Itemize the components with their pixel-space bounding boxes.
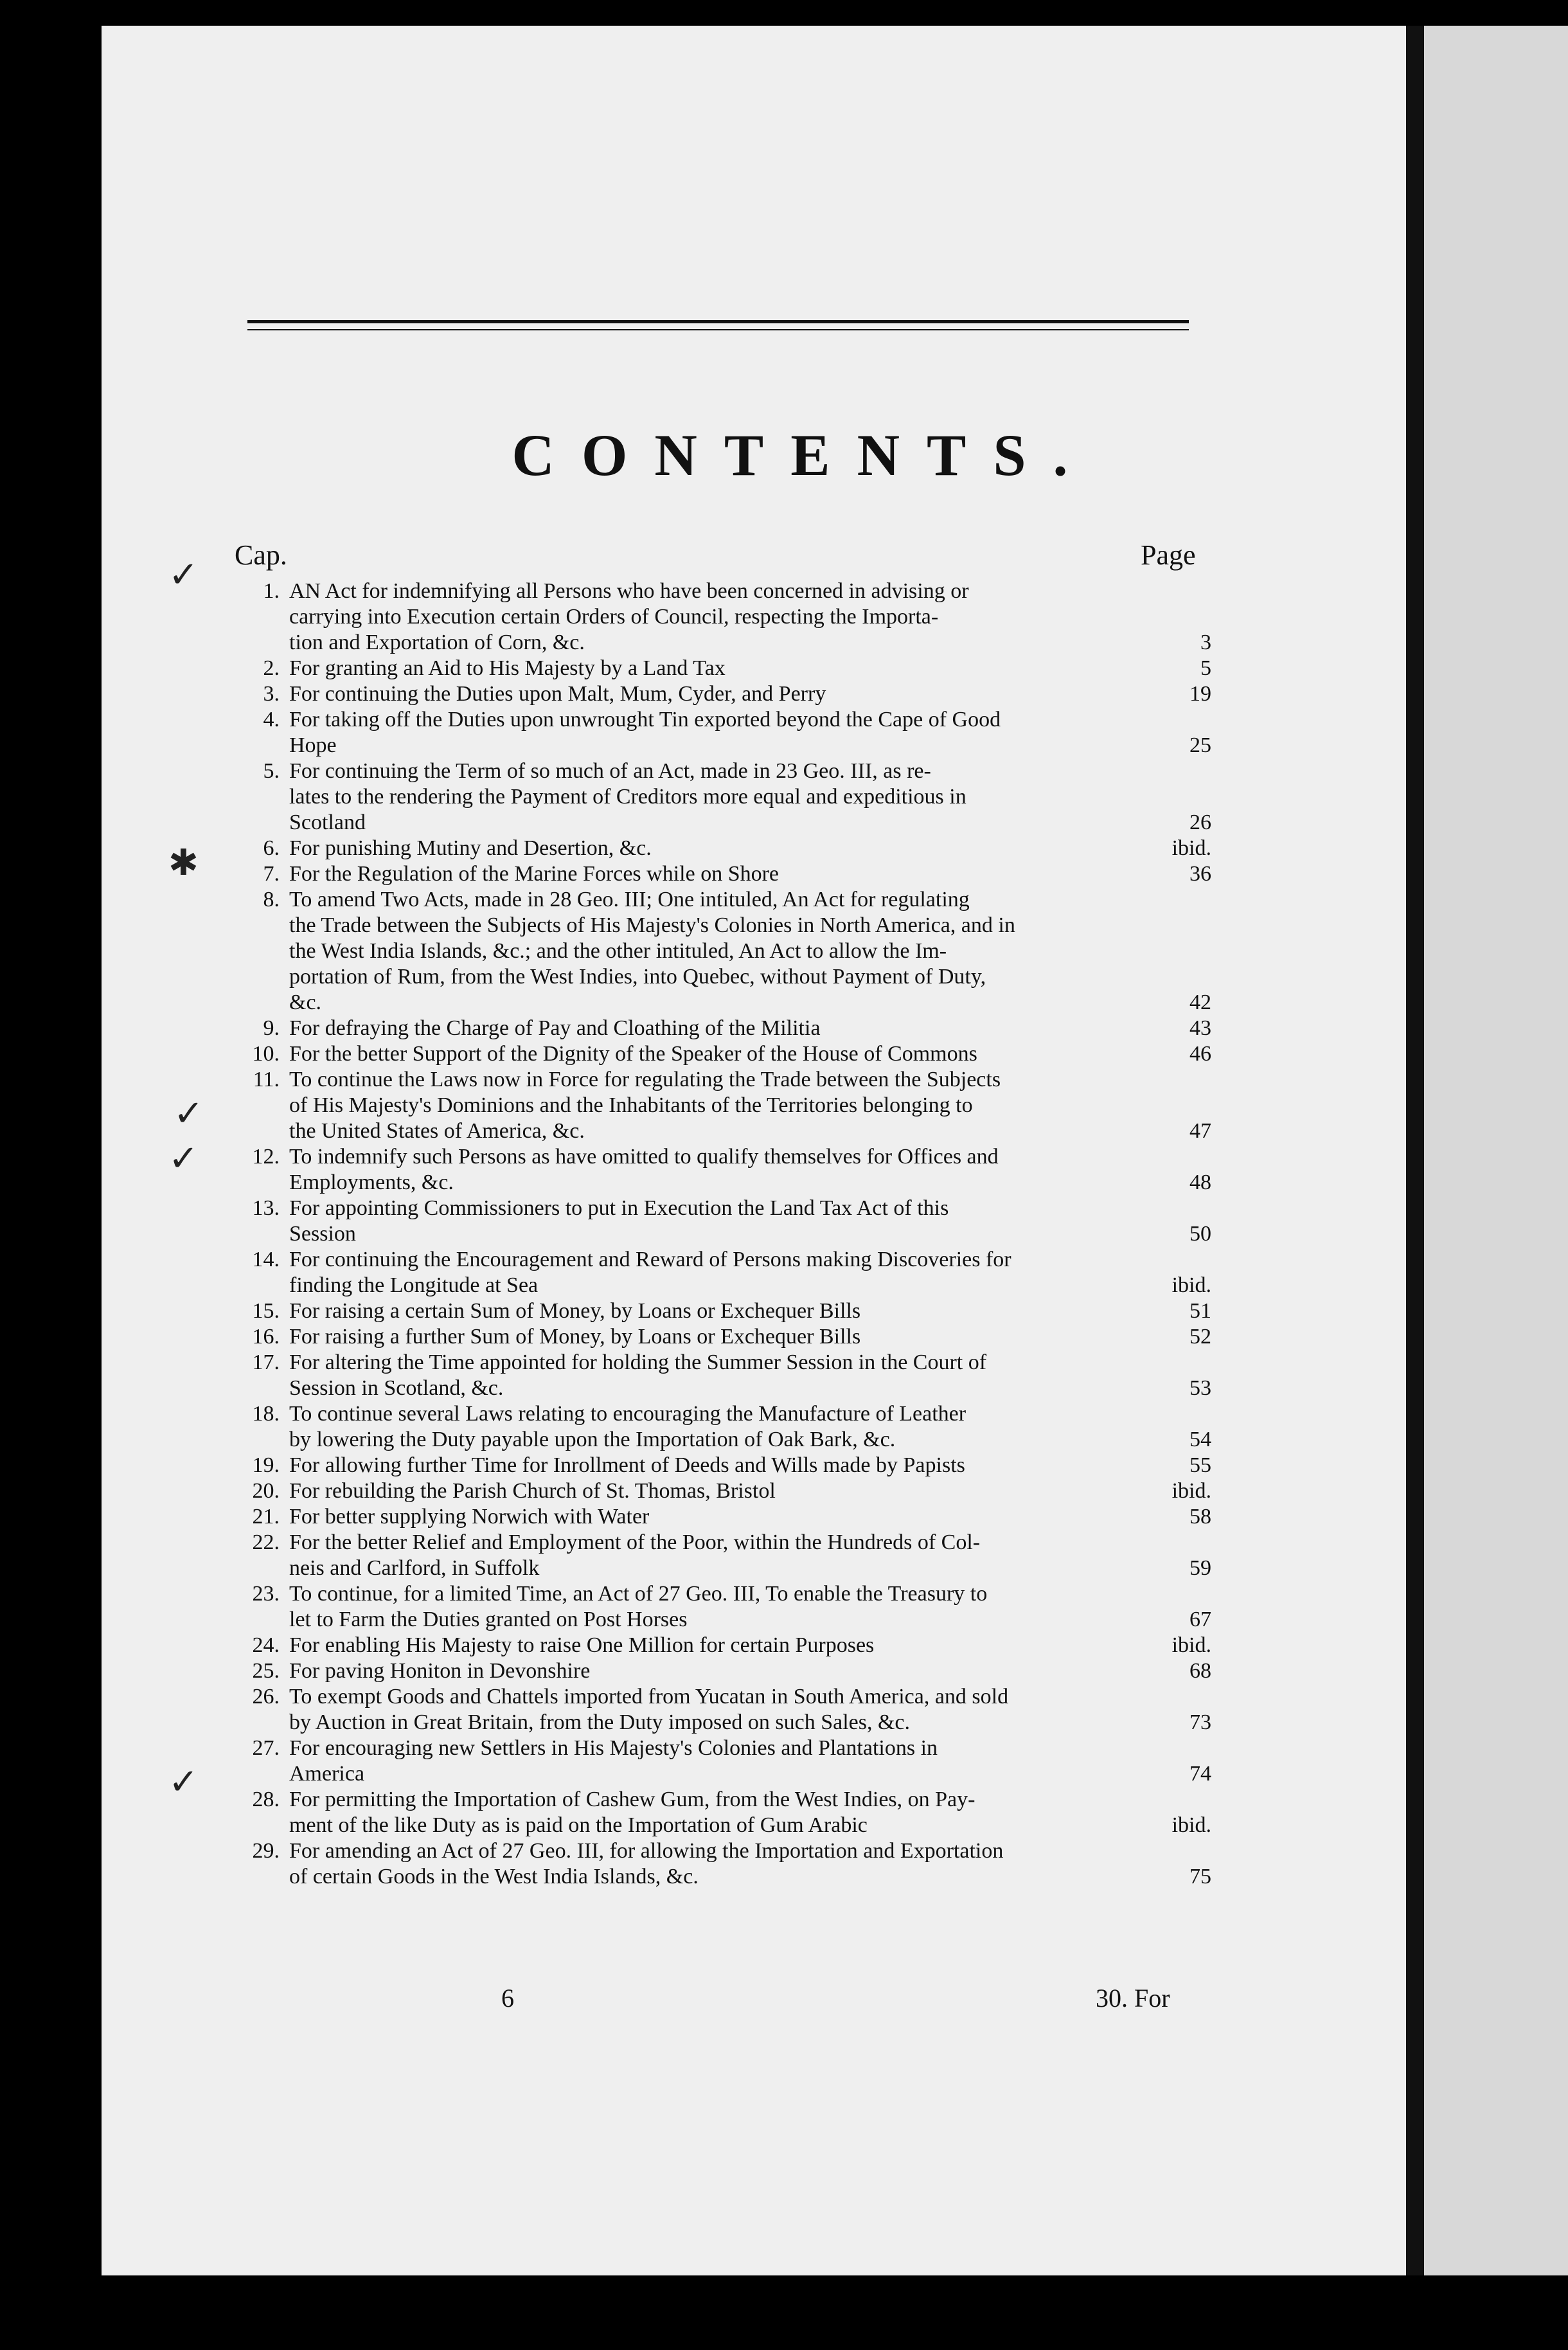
contents-entry-line [235, 1427, 1211, 1453]
page-reference: ibid. [1172, 1813, 1211, 1837]
entry-text: America [289, 1762, 365, 1786]
chapter-number: 22. [252, 1530, 280, 1554]
page-reference: 74 [1189, 1762, 1211, 1786]
chapter-number: 18. [252, 1402, 280, 1426]
entry-text: For raising a certain Sum of Money, by Loans or Exchequer Bills [289, 1299, 861, 1323]
entry-text: Session in Scotland, &c. [289, 1376, 504, 1400]
contents-entry-line [235, 707, 1198, 733]
check-mark-icon: ✓ [168, 555, 199, 595]
chapter-number: 6. [263, 836, 280, 860]
entry-text: For altering the Time appointed for holding the Summer Session in the Court of [289, 1350, 987, 1374]
page-reference: ibid. [1172, 1479, 1211, 1503]
page-gutter [1406, 26, 1424, 2275]
contents-entry-line [235, 1684, 1198, 1710]
chapter-number: 24. [252, 1633, 280, 1657]
entry-text: neis and Carlford, in Suffolk [289, 1556, 540, 1580]
star-mark-icon: ✱ [168, 843, 199, 883]
page-reference: 50 [1189, 1222, 1211, 1246]
entry-text: the United States of America, &c. [289, 1119, 585, 1143]
chapter-number: 8. [263, 888, 280, 911]
entry-text: the Trade between the Subjects of His Majesty's Colonies in North America, and in [289, 913, 1015, 937]
entry-text: of His Majesty's Dominions and the Inhabitants of the Territories belonging to [289, 1093, 973, 1117]
chapter-number: 2. [263, 656, 280, 680]
contents-entry-line [235, 1453, 1211, 1478]
entry-text: AN Act for indemnifying all Persons who have been concerned in advising or [289, 579, 969, 603]
entry-text: To continue, for a limited Time, an Act of 27 Geo. III, To enable the Treasury to [289, 1582, 988, 1606]
contents-entry-line [235, 1710, 1211, 1736]
contents-entry-line [235, 656, 1211, 681]
chapter-number: 26. [252, 1685, 280, 1709]
contents-entry-line [235, 1736, 1198, 1761]
entry-text: let to Farm the Duties granted on Post Horses [289, 1608, 688, 1631]
entry-text: Session [289, 1222, 356, 1246]
contents-entry-line [235, 1838, 1198, 1864]
contents-entry-line [235, 1350, 1198, 1376]
page-reference: 36 [1189, 862, 1211, 886]
chapter-number: 1. [263, 579, 280, 603]
contents-entry-line [235, 1376, 1211, 1401]
entry-text: For continuing the Encouragement and Reward of Persons making Discoveries for [289, 1248, 1011, 1271]
page-reference: 5 [1200, 656, 1211, 680]
page-reference: 59 [1189, 1556, 1211, 1580]
entry-text: For encouraging new Settlers in His Majesty's Colonies and Plantations in [289, 1736, 938, 1760]
check-mark-icon: ✓ [168, 1139, 199, 1179]
contents-entry-line [235, 1118, 1211, 1144]
contents-entry-line [235, 1864, 1211, 1890]
page-reference: 51 [1189, 1299, 1211, 1323]
contents-entry-line [235, 1170, 1211, 1196]
page-reference: ibid. [1172, 1273, 1211, 1297]
page-reference: 47 [1189, 1119, 1211, 1143]
page-reference: 48 [1189, 1171, 1211, 1194]
page-column-header: Page [1141, 539, 1196, 571]
contents-entry-line [235, 1813, 1211, 1838]
contents-entry-line [235, 1324, 1211, 1350]
contents-entry-line [235, 1401, 1198, 1427]
contents-entry-line [235, 938, 1198, 964]
entry-text: For punishing Mutiny and Desertion, &c. [289, 836, 652, 860]
contents-entry-line [235, 1633, 1211, 1658]
page-reference: 58 [1189, 1505, 1211, 1529]
contents-entry-line [235, 1144, 1198, 1170]
contents-entry-line [235, 1556, 1211, 1581]
entry-text: For appointing Commissioners to put in Execution the Land Tax Act of this [289, 1196, 949, 1220]
contents-entry-line [235, 1247, 1198, 1273]
page-reference: 52 [1189, 1325, 1211, 1349]
contents-entry-line [235, 990, 1211, 1016]
entry-text: For taking off the Duties upon unwrought Tin exported beyond the Cape of Good [289, 708, 1001, 731]
chapter-number: 5. [263, 759, 280, 783]
entry-text: For granting an Aid to His Majesty by a Land Tax [289, 656, 726, 680]
entry-text: by lowering the Duty payable upon the Importation of Oak Bark, &c. [289, 1428, 896, 1451]
entry-text: &c. [289, 991, 322, 1014]
page-reference: 26 [1189, 811, 1211, 834]
chapter-number: 9. [263, 1016, 280, 1040]
chapter-number: 17. [252, 1350, 280, 1374]
entry-text: finding the Longitude at Sea [289, 1273, 539, 1297]
entry-text: To continue the Laws now in Force for regulating the Trade between the Subjects [289, 1068, 1001, 1091]
chapter-number: 10. [252, 1042, 280, 1066]
contents-entry-line [235, 1658, 1211, 1684]
contents-entry-line [235, 1478, 1211, 1504]
page-reference: 55 [1189, 1453, 1211, 1477]
entry-text: carrying into Execution certain Orders of Council, respecting the Importa- [289, 605, 939, 629]
page-reference: 3 [1200, 631, 1211, 654]
catchword: 30. For [1096, 1984, 1170, 2013]
chapter-number: 4. [263, 708, 280, 731]
entry-text: To indemnify such Persons as have omitted to qualify themselves for Offices and [289, 1145, 999, 1169]
entry-text: of certain Goods in the West India Islands, &c. [289, 1865, 699, 1888]
entry-text: portation of Rum, from the West Indies, into Quebec, without Payment of Duty, [289, 965, 986, 989]
chapter-number: 27. [252, 1736, 280, 1760]
contents-entry-line [235, 1787, 1198, 1813]
chapter-number: 20. [252, 1479, 280, 1503]
contents-entry-line [235, 1530, 1198, 1556]
page-reference: ibid. [1172, 1633, 1211, 1657]
entry-text: For better supplying Norwich with Water [289, 1505, 650, 1529]
cap-column-header: Cap. [235, 539, 287, 571]
entry-text: For the better Support of the Dignity of the Speaker of the House of Commons [289, 1042, 977, 1066]
entry-text: by Auction in Great Britain, from the Duty imposed on such Sales, &c. [289, 1710, 911, 1734]
entry-text: lates to the rendering the Payment of Creditors more equal and expeditious in [289, 785, 967, 809]
contents-entry-line [235, 1016, 1211, 1041]
page-reference: 42 [1189, 991, 1211, 1014]
contents-entry-line [235, 579, 1198, 604]
chapter-number: 23. [252, 1582, 280, 1606]
chapter-number: 28. [252, 1788, 280, 1811]
contents-entry-line [235, 887, 1198, 913]
entry-text: For enabling His Majesty to raise One Million for certain Purposes [289, 1633, 875, 1657]
entry-text: ment of the like Duty as is paid on the Importation of Gum Arabic [289, 1813, 868, 1837]
chapter-number: 11. [253, 1068, 280, 1091]
contents-entry-line [235, 784, 1198, 810]
entry-text: Scotland [289, 811, 366, 834]
contents-entry-line [235, 1041, 1211, 1067]
contents-entry-line [235, 630, 1211, 656]
contents-entry-line [235, 681, 1211, 707]
contents-entry-line [235, 1196, 1198, 1221]
chapter-number: 7. [263, 862, 280, 886]
contents-entry-line [235, 964, 1198, 990]
contents-entry-line [235, 836, 1211, 861]
entry-text: For continuing the Term of so much of an Act, made in 23 Geo. III, as re- [289, 759, 931, 783]
entry-text: For paving Honiton in Devonshire [289, 1659, 591, 1683]
entry-text: For the better Relief and Employment of the Poor, within the Hundreds of Col- [289, 1530, 981, 1554]
double-rule-top [247, 320, 1189, 323]
entry-text: For defraying the Charge of Pay and Cloathing of the Militia [289, 1016, 821, 1040]
chapter-number: 19. [252, 1453, 280, 1477]
chapter-number: 25. [252, 1659, 280, 1683]
page-reference: 68 [1189, 1659, 1211, 1683]
entry-text: For raising a further Sum of Money, by Loans or Exchequer Bills [289, 1325, 861, 1349]
chapter-number: 29. [252, 1839, 280, 1863]
entry-text: To amend Two Acts, made in 28 Geo. III; One intituled, An Act for regulating [289, 888, 970, 911]
entry-text: For the Regulation of the Marine Forces while on Shore [289, 862, 780, 886]
facing-page-edge [1424, 26, 1568, 2275]
page-reference: 46 [1189, 1042, 1211, 1066]
contents-entry-line [235, 733, 1211, 758]
chapter-number: 13. [252, 1196, 280, 1220]
contents-entry-line [235, 1221, 1211, 1247]
contents-entry-line [235, 1504, 1211, 1530]
check-mark-icon: ✓ [174, 1094, 204, 1134]
entry-text: To exempt Goods and Chattels imported from Yucatan in South America, and sold [289, 1685, 1009, 1709]
page-reference: 67 [1189, 1608, 1211, 1631]
entry-text: Hope [289, 733, 337, 757]
double-rule-bottom [247, 329, 1189, 330]
page-reference: 43 [1189, 1016, 1211, 1040]
entry-text: To continue several Laws relating to encouraging the Manufacture of Leather [289, 1402, 967, 1426]
page-reference: 73 [1189, 1710, 1211, 1734]
chapter-number: 14. [252, 1248, 280, 1271]
chapter-number: 16. [252, 1325, 280, 1349]
chapter-number: 3. [263, 682, 280, 706]
page-reference: 54 [1189, 1428, 1211, 1451]
signature-mark: 6 [501, 1984, 514, 2013]
contents-entry-line [235, 1607, 1211, 1633]
check-mark-icon: ✓ [168, 1762, 199, 1802]
contents-entry-line [235, 1067, 1198, 1093]
page-reference: ibid. [1172, 836, 1211, 860]
contents-entry-line [235, 810, 1211, 836]
contents-entry-line [235, 1273, 1211, 1298]
entry-text: For continuing the Duties upon Malt, Mum, Cyder, and Perry [289, 682, 826, 706]
chapter-number: 21. [252, 1505, 280, 1529]
contents-list [235, 579, 1211, 1890]
page-reference: 53 [1189, 1376, 1211, 1400]
entry-text: For allowing further Time for Inrollment of Deeds and Wills made by Papists [289, 1453, 965, 1477]
chapter-number: 12. [252, 1145, 280, 1169]
chapter-number: 15. [252, 1299, 280, 1323]
contents-entry-line [235, 913, 1198, 938]
contents-entry-line [235, 604, 1198, 630]
contents-entry-line [235, 1298, 1211, 1324]
page-title: CONTENTS. [512, 422, 1095, 488]
contents-entry-line [235, 1761, 1211, 1787]
entry-text: For permitting the Importation of Cashew Gum, from the West Indies, on Pay- [289, 1788, 976, 1811]
page-reference: 75 [1189, 1865, 1211, 1888]
entry-text: the West India Islands, &c.; and the other intituled, An Act to allow the Im- [289, 939, 947, 963]
entry-text: For rebuilding the Parish Church of St. Thomas, Bristol [289, 1479, 776, 1503]
page-reference: 19 [1189, 682, 1211, 706]
contents-entry-line [235, 1093, 1198, 1118]
page-reference: 25 [1189, 733, 1211, 757]
contents-entry-line [235, 861, 1211, 887]
contents-entry-line [235, 1581, 1198, 1607]
contents-entry-line [235, 758, 1198, 784]
entry-text: Employments, &c. [289, 1171, 454, 1194]
entry-text: tion and Exportation of Corn, &c. [289, 631, 585, 654]
entry-text: For amending an Act of 27 Geo. III, for allowing the Importation and Exportation [289, 1839, 1004, 1863]
